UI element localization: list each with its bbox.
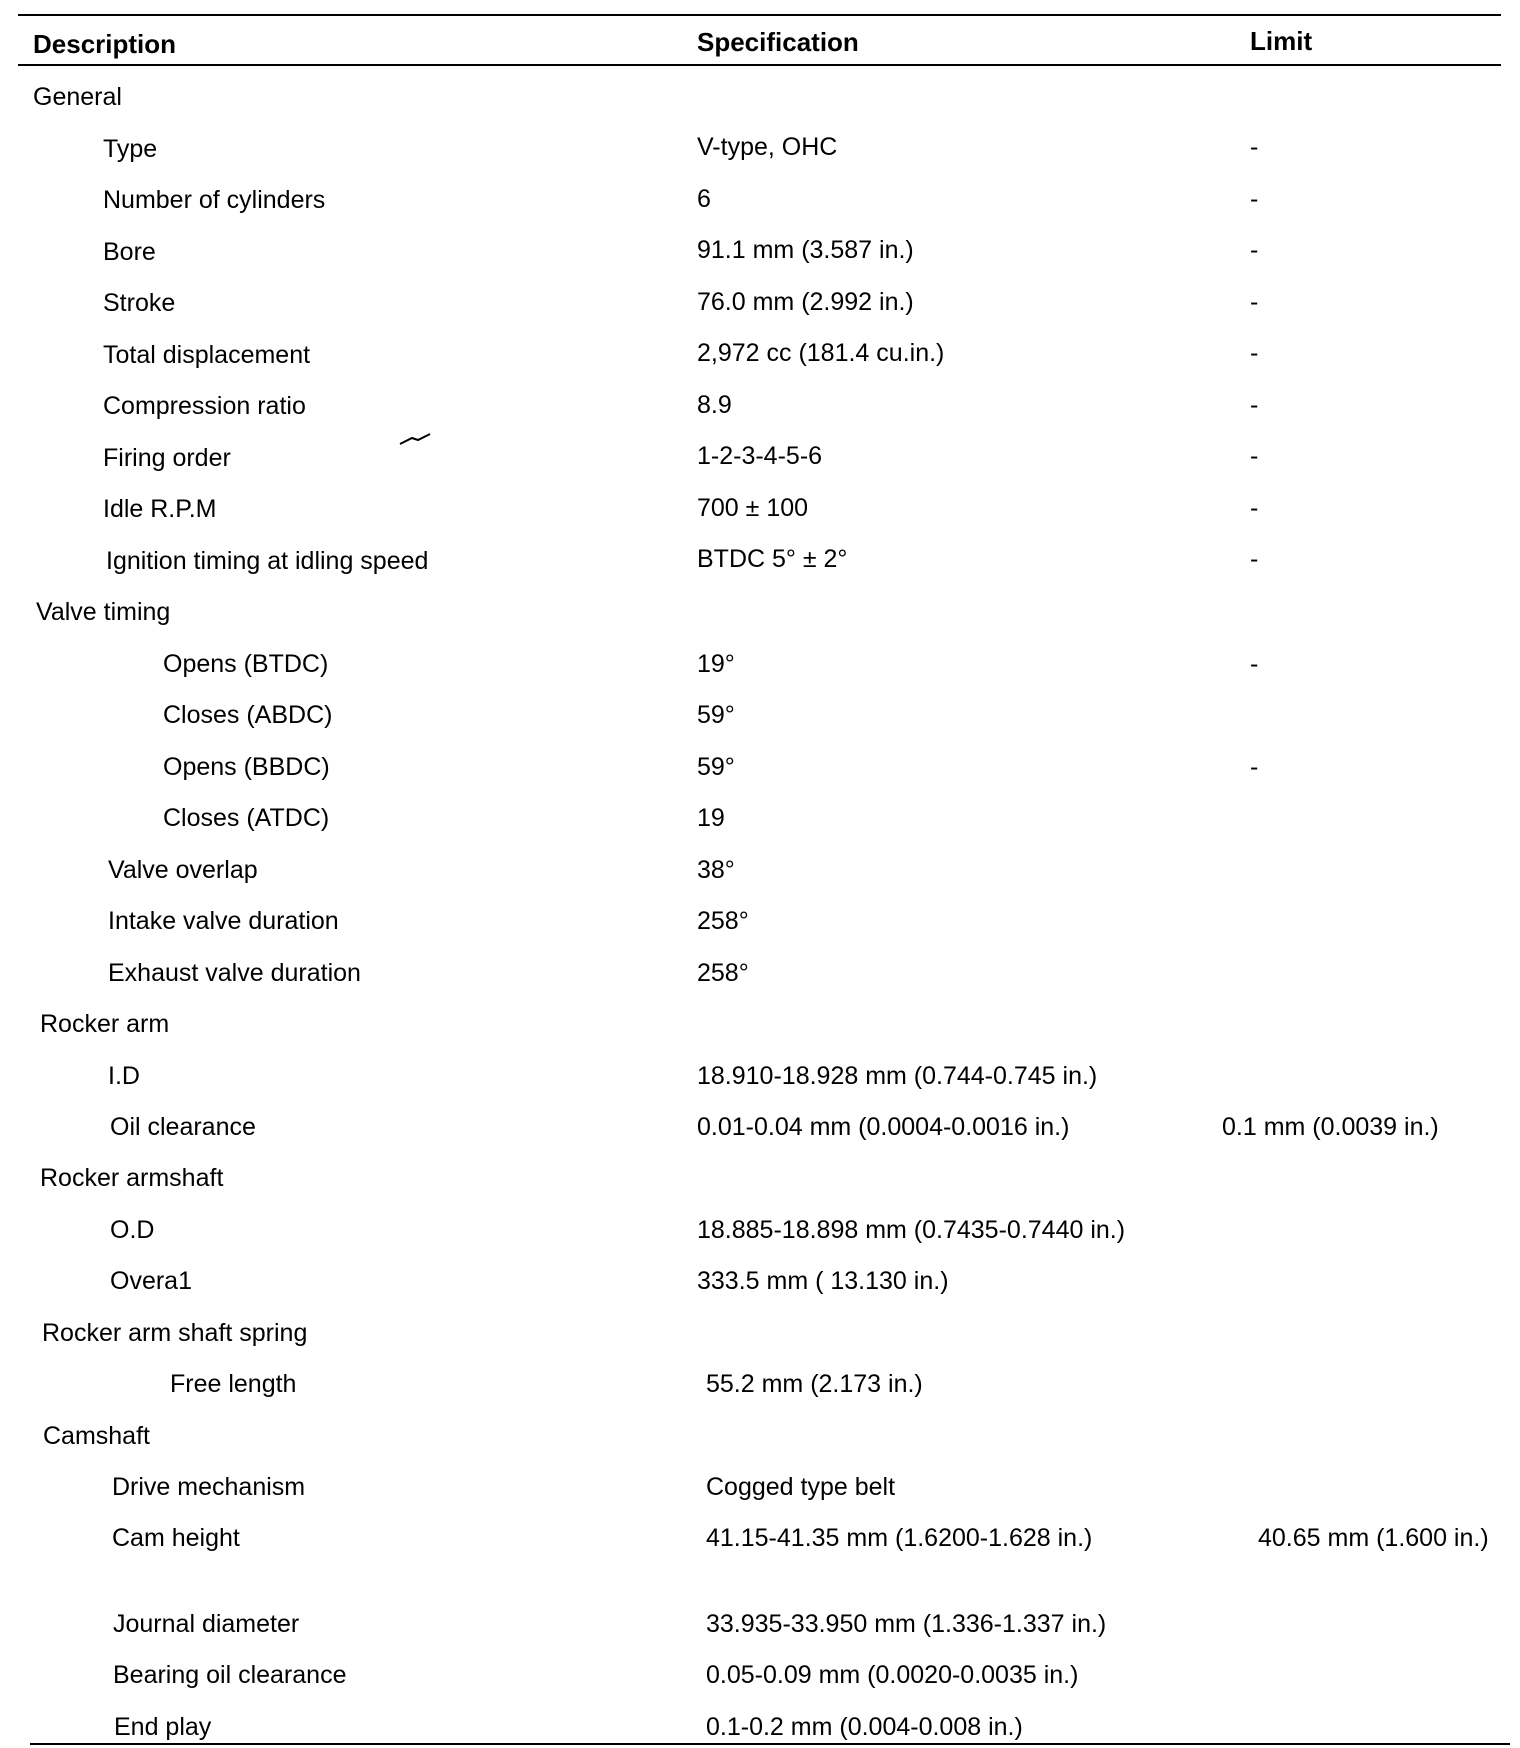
row-description: Compression ratio [103,392,306,420]
row-description: Stroke [103,289,176,317]
row-limit: - [1250,650,1259,678]
row-description: Number of cylinders [103,186,326,214]
row-limit: 0.1 mm (0.0039 in.) [1222,1113,1439,1141]
row-specification: 33.935-33.950 mm (1.336-1.337 in.) [706,1610,1107,1638]
row-limit: - [1250,185,1259,213]
row-description: Free length [170,1370,297,1398]
row-specification: 0.01-0.04 mm (0.0004-0.0016 in.) [697,1113,1070,1141]
section-label: Camshaft [43,1422,150,1450]
table-top-rule [18,14,1501,16]
row-description: Intake valve duration [108,907,339,935]
row-specification: 18.885-18.898 mm (0.7435-0.7440 in.) [697,1216,1126,1244]
row-specification: 8.9 [697,391,732,419]
section-label: Rocker arm shaft spring [42,1319,308,1347]
row-description: Bore [103,238,156,266]
row-limit: - [1250,133,1259,161]
row-description: Cam height [112,1524,240,1552]
row-specification: 258° [697,907,749,935]
section-label: Rocker arm [40,1010,170,1038]
header-limit: Limit [1250,26,1313,56]
row-limit: - [1250,339,1259,367]
row-limit: - [1250,753,1259,781]
row-specification: BTDC 5° ± 2° [697,545,848,573]
row-specification: 6 [697,185,711,213]
row-specification: 18.910-18.928 mm (0.744-0.745 in.) [697,1062,1098,1090]
row-description: Exhaust valve duration [108,959,361,987]
row-description: Overa1 [110,1267,192,1295]
row-specification: 38° [697,856,735,884]
row-description: Journal diameter [113,1610,300,1638]
row-specification: 258° [697,959,749,987]
row-limit: - [1250,391,1259,419]
row-specification: 41.15-41.35 mm (1.6200-1.628 in.) [706,1524,1093,1552]
row-description: Drive mechanism [112,1473,306,1501]
row-specification: 0.1-0.2 mm (0.004-0.008 in.) [706,1713,1023,1741]
row-description: Idle R.P.M [103,495,217,523]
row-description: End play [114,1713,212,1741]
row-limit: - [1250,545,1259,573]
row-description: Opens (BBDC) [163,753,330,781]
row-specification: 700 ± 100 [697,494,809,522]
row-description: Ignition timing at idling speed [106,547,429,575]
header-specification: Specification [697,27,859,57]
row-specification: 76.0 mm (2.992 in.) [697,288,914,316]
row-specification: 2,972 cc (181.4 cu.in.) [697,339,945,367]
row-description: Opens (BTDC) [163,650,329,678]
row-description: Firing order [103,444,231,472]
row-specification: 19° [697,650,735,678]
row-specification: 59° [697,753,735,781]
row-limit: - [1250,288,1259,316]
row-specification: 55.2 mm (2.173 in.) [706,1370,923,1398]
stray-pen-mark [398,430,434,448]
row-description: O.D [110,1216,155,1244]
row-specification: 333.5 mm ( 13.130 in.) [697,1267,949,1295]
row-description: Total displacement [103,341,311,369]
row-specification: Cogged type belt [706,1473,896,1501]
row-description: Bearing oil clearance [113,1661,347,1689]
row-specification: 19 [697,804,725,832]
row-description: Type [103,135,158,163]
header-description: Description [33,29,177,59]
row-limit: - [1250,442,1259,470]
row-description: Valve overlap [108,856,258,884]
row-description: Closes (ATDC) [163,804,330,832]
row-specification: V-type, OHC [697,133,838,161]
section-label: Valve timing [36,598,171,626]
section-label: Rocker armshaft [40,1164,224,1192]
row-specification: 1-2-3-4-5-6 [697,442,823,470]
row-specification: 91.1 mm (3.587 in.) [697,236,914,264]
row-specification: 0.05-0.09 mm (0.0020-0.0035 in.) [706,1661,1079,1689]
row-specification: 59° [697,701,735,729]
row-description: I.D [108,1062,140,1090]
row-limit: - [1250,494,1259,522]
table-header-rule [18,64,1501,66]
row-limit: - [1250,236,1259,264]
row-description: Closes (ABDC) [163,701,333,729]
row-description: Oil clearance [110,1113,256,1141]
table-bottom-rule [30,1743,1510,1745]
row-limit: 40.65 mm (1.600 in.) [1258,1524,1489,1552]
section-label: General [33,83,122,111]
